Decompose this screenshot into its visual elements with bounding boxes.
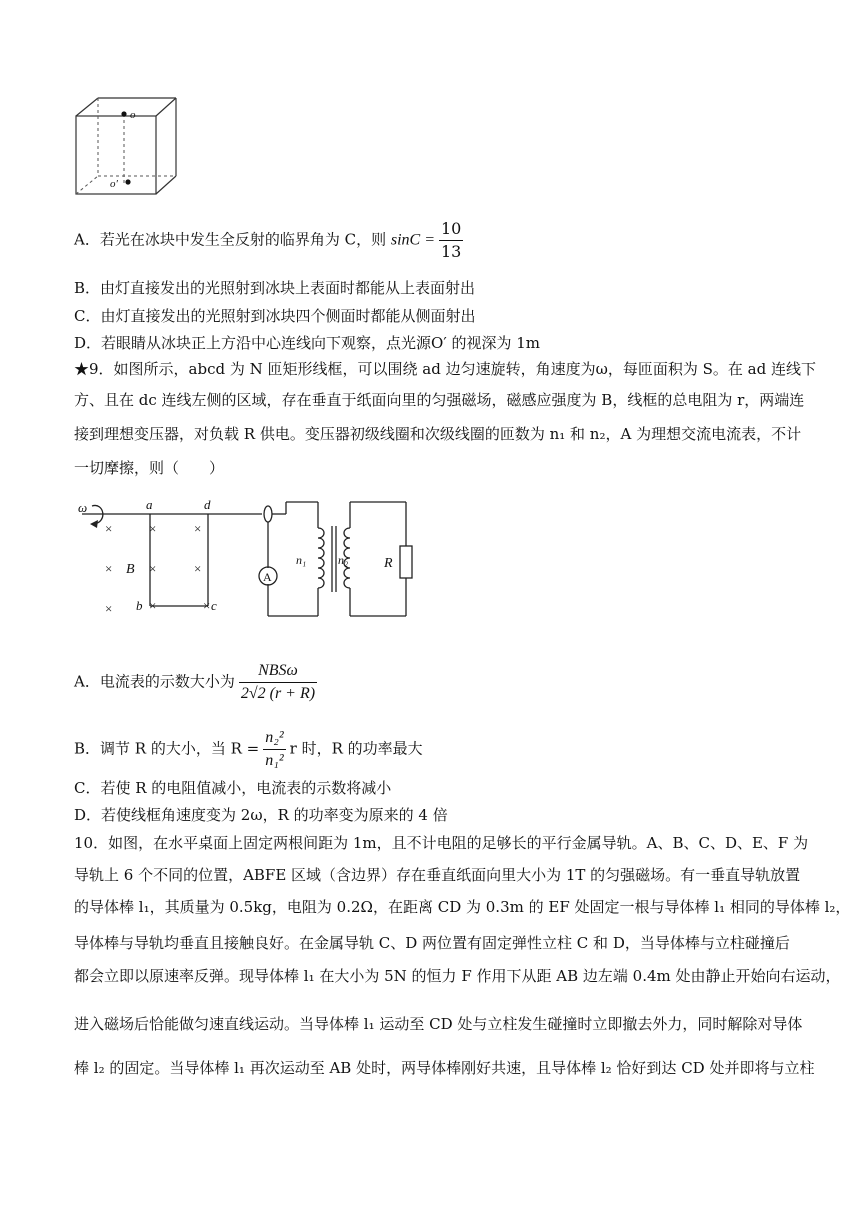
q9-option-b (74, 727, 423, 772)
q8-option-d: D．若眼睛从冰块正上方沿中心连线向下观察，点光源O′ 的视深为 1m (74, 334, 541, 352)
q8-option-a (74, 218, 467, 263)
q9-a-numerator: NBSω (239, 660, 317, 683)
q9-option-b-suffix: r 时，R 的功率最大 (289, 739, 423, 758)
q10-stem-line-2: 导轨上 6 个不同的位置，ABFE 区域（含边界）存在垂直纸面向里大小为 1T 的匀强磁场。有一垂直导轨放置 (74, 866, 801, 884)
q10-stem-line-3: 的导体棒 l₁，其质量为 0.5kg，电阻为 0.2Ω，在距离 CD 为 0.3m 的 EF 处固定一根与导体棒 l₁ 相同的导体棒 l₂， (74, 898, 851, 916)
svg-text:×: × (194, 561, 202, 576)
q8-option-c: C．由灯直接发出的光照射到冰块四个侧面时都能从侧面射出 (74, 307, 476, 325)
q9-option-b-fraction (263, 727, 285, 772)
svg-text:×: × (105, 561, 113, 576)
q9-option-c: C．若使 R 的电阻值减小，电流表的示数将减小 (74, 779, 392, 797)
q10-stem-line-4: 导体棒与导轨均垂直且接触良好。在金属导轨 C、D 两位置有固定弹性立柱 C 和 D，当导体棒与立柱碰撞后 (74, 934, 790, 952)
label-omega: ω (78, 500, 88, 515)
label-c: c (211, 598, 217, 613)
magnetic-field-crosses (105, 521, 210, 616)
ammeter-label: A (263, 570, 272, 584)
q9-option-a-fraction (239, 660, 317, 705)
label-r: R (384, 556, 393, 571)
label-d: d (204, 497, 211, 512)
q8-option-a-sin: sinC = (390, 231, 435, 249)
q9-stem-line-3: 接到理想变压器，对负载 R 供电。变压器初级线圈和次级线圈的匝数为 n₁ 和 n₂，A 为理想交流电流表，不计 (74, 425, 802, 443)
label-n1: n₁ (296, 553, 307, 567)
q9-option-d: D．若使线框角速度变为 2ω，R 的功率变为原来的 4 倍 (74, 806, 448, 824)
q9-option-a-text: A．电流表的示数大小为 (74, 672, 235, 691)
svg-text:×: × (149, 521, 157, 536)
q9-stem-line-1: ★9．如图所示，abcd 为 N 匝矩形线框，可以围绕 ad 边匀速旋转，角速度为ω，每匝面积为 S。在 ad 连线下 (74, 360, 816, 378)
cube-figure (70, 94, 180, 198)
q10-stem-line-5: 都会立即以原速率反弹。现导体棒 l₁ 在大小为 5N 的恒力 F 作用下从距 AB 边左端 0.4m 处由静止开始向右运动， (74, 967, 841, 985)
svg-text:×: × (149, 561, 157, 576)
circuit-figure (70, 492, 430, 624)
svg-text:×: × (194, 521, 202, 536)
q8-fraction-numerator: 10 (439, 218, 463, 241)
q9-option-a (74, 660, 321, 705)
svg-text:×: × (105, 601, 113, 616)
svg-text:×: × (105, 521, 113, 536)
label-o: o (130, 109, 136, 121)
svg-text:×: × (149, 598, 157, 613)
q8-option-a-text: A．若光在冰块中发生全反射的临界角为 C，则 (74, 230, 391, 249)
q9-a-denominator: 2√2 (r + R) (240, 685, 316, 702)
q8-fraction-denominator: 13 (441, 242, 462, 261)
q9-b-denominator: n₁² (265, 752, 284, 769)
q9-option-b-text: B．调节 R 的大小，当 R = (74, 739, 260, 758)
q8-option-b: B．由灯直接发出的光照射到冰块上表面时都能从上表面射出 (74, 279, 476, 297)
light-source-o-prime-dot (125, 179, 130, 184)
q10-stem-line-6: 进入磁场后恰能做匀速直线运动。当导体棒 l₁ 运动至 CD 处与立柱发生碰撞时立即撤去外力，同时解除对导体 (74, 1015, 803, 1033)
label-a: a (146, 497, 153, 512)
q9-stem-line-2: 方、且在 dc 连线左侧的区域，存在垂直于纸面向里的匀强磁场，磁感应强度为 B，线框的总电阻为 r，两端连 (74, 391, 805, 409)
label-b-field: B (126, 562, 135, 577)
svg-text:×: × (203, 598, 211, 613)
light-source-o-dot (121, 111, 126, 116)
q9-b-numerator: n₂² (263, 727, 285, 750)
q10-stem-line-7: 棒 l₂ 的固定。当导体棒 l₁ 再次运动至 AB 处时，两导体棒刚好共速，且导体棒 l₂ 恰好到达 CD 处并即将与立柱 (74, 1059, 815, 1077)
label-o-prime: o′ (110, 178, 118, 190)
q8-option-a-fraction (439, 218, 463, 263)
q10-stem-line-1: 10．如图，在水平桌面上固定两根间距为 1m，且不计电阻的足够长的平行金属导轨。A、B、C、D、E、F 为 (74, 834, 809, 852)
label-n2: n₂ (338, 553, 349, 567)
q9-stem-line-4: 一切摩擦，则（ ） (74, 459, 225, 477)
label-b: b (136, 598, 143, 613)
